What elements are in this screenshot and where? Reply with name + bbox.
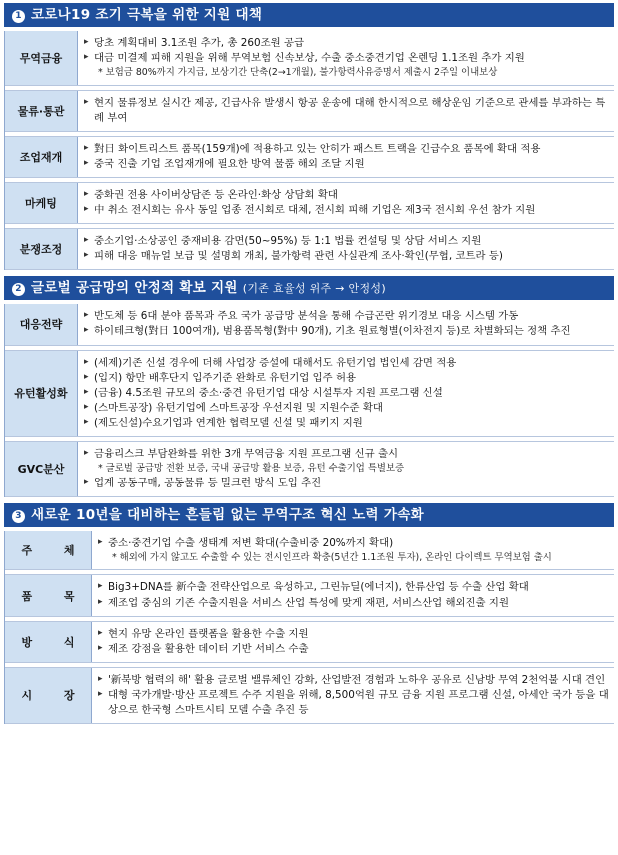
section-title: 코로나19 조기 극복을 위한 지원 대책 (31, 7, 263, 23)
row-bullet-item: ▸ (입지) 항만 배후단지 입주기준 완화로 유턴기업 입주 허용 (84, 371, 610, 386)
row-content (78, 183, 614, 223)
section-header (4, 3, 614, 27)
policy-row (5, 31, 614, 86)
row-label: 품 목 (5, 575, 92, 615)
section-header (4, 276, 614, 300)
section-header (4, 503, 614, 527)
row-bullet-item: ▸ 당초 계획대비 3.1조원 추가, 총 260조원 공급 (84, 36, 610, 51)
section-rows (4, 31, 614, 270)
section-subtitle: (기존 효율성 위주 → 안정성) (242, 282, 386, 296)
section-rows (4, 531, 614, 724)
row-label: 시 장 (5, 668, 92, 723)
section-number: 3 (12, 510, 25, 523)
row-label: 대응전략 (5, 304, 78, 344)
row-bullet-item: ▸ 중소기업·소상공인 중재비용 감면(50~95%) 등 1:1 법률 컨설팅 및 상담 서비스 지원 (84, 234, 610, 249)
row-bullet-item: ▸ 제조업 중심의 기존 수출지원을 서비스 산업 특성에 맞게 재편, 서비스산업 해외진출 지원 (98, 596, 610, 611)
row-bullet-item: ▸ 제조 강점을 활용한 데이터 기반 서비스 수출 (98, 642, 610, 657)
row-content (92, 575, 614, 615)
row-label: 물류·통관 (5, 91, 78, 131)
section-1 (4, 3, 614, 276)
row-bullet-item: ▸ 업계 공동구매, 공동물류 등 밀크런 방식 도입 추진 (84, 476, 610, 491)
section-title: 새로운 10년을 대비하는 흔들림 없는 무역구조 혁신 노력 가속화 (31, 506, 424, 523)
row-content (78, 31, 614, 85)
row-label: 분쟁조정 (5, 229, 78, 269)
policy-row (5, 182, 614, 224)
row-label: 유턴활성화 (5, 351, 78, 436)
policy-row (5, 574, 614, 616)
row-label: 무역금융 (5, 31, 78, 85)
row-content (78, 229, 614, 269)
row-bullet-item: ▸ 현지 물류정보 실시간 제공, 긴급사유 발생시 항공 운송에 대해 한시적으로 해상운임 기준으로 관세를 부과하는 특례 부여 (84, 96, 610, 126)
section-3 (4, 503, 614, 724)
sections-container (4, 3, 614, 724)
section-title: 글로벌 공급망의 안정적 확보 지원 (31, 280, 238, 297)
row-label: 마케팅 (5, 183, 78, 223)
row-bullet-item: ▸ 피해 대응 매뉴얼 보급 및 설명회 개최, 불가항력 관련 사실관계 조사·확인(무협, 코트라 등) (84, 249, 610, 264)
row-bullet-item: ▸ 중소·중견기업 수출 생태계 저변 확대(수출비중 20%까지 확대) (98, 536, 610, 551)
policy-row (5, 90, 614, 132)
row-bullet-item: ▸ 중화권 전용 사이버상담존 등 온라인·화상 상담회 확대 (84, 188, 610, 203)
policy-row (5, 350, 614, 437)
row-note: * 글로벌 공급망 전환 보증, 국내 공급망 활용 보증, 유턴 수출기업 특별보증 (98, 463, 405, 475)
row-bullet-item: ▸ 현지 유망 온라인 플랫폼을 활용한 수출 지원 (98, 627, 610, 642)
row-bullet-item: ▸ 중국 진출 기업 조업재개에 필요한 방역 물품 해외 조달 지원 (84, 157, 610, 172)
row-label: 주 체 (5, 531, 92, 570)
row-bullet-item: ▸ 대금 미결제 피해 지원을 위해 무역보험 신속보상, 수출 중소중견기업 온렌딩 1.1조원 추가 지원 (84, 51, 610, 66)
row-content (78, 351, 614, 436)
section-2 (4, 276, 614, 502)
row-bullet-item: ▸ 반도체 등 6대 분야 품목과 주요 국가 공급망 분석을 통해 수급곤란 위기경보 대응 시스템 가동 (84, 309, 610, 324)
row-note: * 보험금 80%까지 가지급, 보상기간 단축(2→1개월), 불가항력사유증명서 제출시 2주일 이내보상 (98, 67, 498, 79)
row-content (78, 442, 614, 496)
row-bullet-item: ▸ 대형 국가개발·방산 프로젝트 수주 지원을 위해, 8,500억원 규모 금융 지원 프로그램 신설, 아세안 국가 등을 대상으로 한국형 스마트시티 모델 수출 추진 등 (98, 688, 610, 718)
row-bullet-item: ▸ 금융리스크 부담완화를 위한 3개 무역금융 지원 프로그램 신규 출시 (84, 447, 610, 462)
row-bullet-item: ▸ Big3+DNA를 新수출 전략산업으로 육성하고, 그린뉴딜(에너지), 한류산업 등 수출 산업 확대 (98, 580, 610, 595)
row-label: 방 식 (5, 622, 92, 662)
row-content (78, 304, 614, 344)
row-bullet-item: ▸ (스마트공장) 유턴기업에 스마트공장 우선지원 및 지원수준 확대 (84, 401, 610, 416)
policy-row (5, 621, 614, 663)
row-bullet-item: ▸ (금융) 4.5조원 규모의 중소·중견 유턴기업 대상 시설투자 지원 프로그램 신설 (84, 386, 610, 401)
policy-row (5, 441, 614, 497)
section-number: 2 (12, 283, 25, 296)
policy-row (5, 667, 614, 724)
policy-row (5, 228, 614, 270)
row-bullet-item: ▸ 對日 화이트리스트 품목(159개)에 적용하고 있는 안히가 패스트 트랙을 긴급수요 품목에 확대 적용 (84, 142, 610, 157)
row-bullet-item: ▸ (세제)기존 신설 경우에 더해 사업장 증설에 대해서도 유턴기업 법인세 감면 적용 (84, 356, 610, 371)
section-rows (4, 304, 614, 496)
row-content (92, 622, 614, 662)
row-label: GVC분산 (5, 442, 78, 496)
row-bullet-item: ▸ (제도신설)수요기업과 연계한 협력모델 신설 및 패키지 지원 (84, 416, 610, 431)
policy-row (5, 304, 614, 345)
row-bullet-item: ▸ '新북방 협력의 해' 활용 글로벌 밸류체인 강화, 산업발전 경험과 노하우 공유로 신남방 무역 2천억불 시대 견인 (98, 673, 610, 688)
row-note: * 해외에 가지 않고도 수출할 수 있는 전시인프라 확충(5년간 1.1조원 투자), 온라인 다이렉트 무역보험 출시 (112, 551, 552, 563)
policy-row (5, 531, 614, 571)
row-content (78, 137, 614, 177)
row-label: 조업재개 (5, 137, 78, 177)
row-content (92, 531, 614, 570)
row-bullet-item: ▸ 中 취소 전시회는 유사 동일 업종 전시회로 대체, 전시회 피해 기업은 제3국 전시회 우선 참가 지원 (84, 203, 610, 218)
row-content (92, 668, 614, 723)
policy-row (5, 136, 614, 178)
section-number: 1 (12, 10, 25, 23)
row-content (78, 91, 614, 131)
row-bullet-item: ▸ 하이테크형(對日 100여개), 범용품목형(對中 90개), 기초 원료형별(이차전지 등)로 차별화되는 정책 추진 (84, 324, 610, 339)
